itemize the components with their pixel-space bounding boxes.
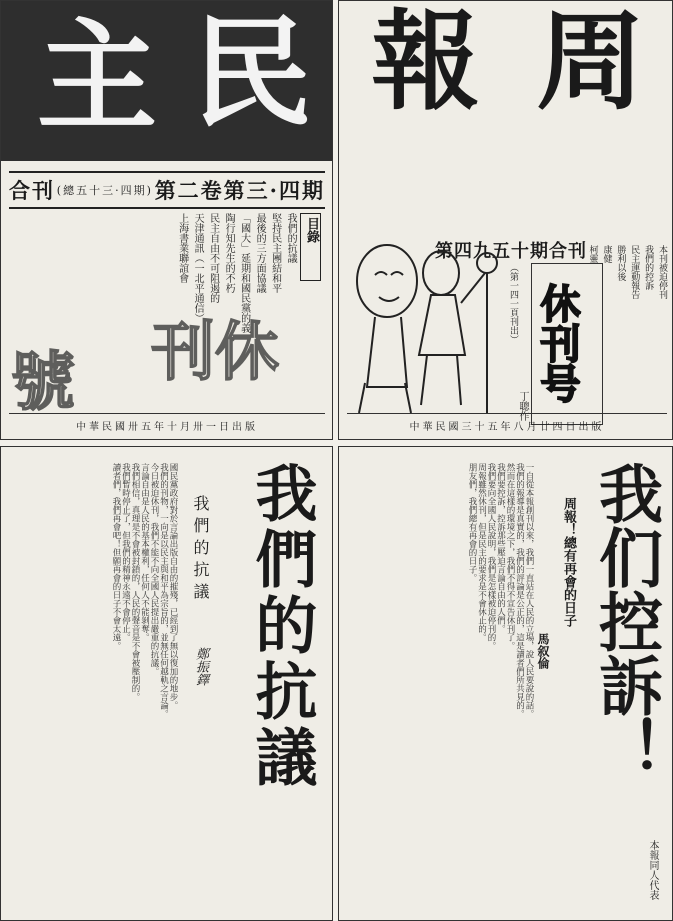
- article-title: 我們的抗議: [245, 461, 318, 791]
- publication-date: 中華民國卅五年十月卅一日出版: [9, 413, 325, 433]
- xiukan-title: 休刊号: [534, 283, 581, 403]
- article-title: 我们控訴！: [588, 461, 663, 781]
- article-body: [347, 463, 533, 908]
- body-column: 然而在這樣的環境之下，我們不得不宣告休刊了。: [505, 463, 515, 650]
- ghost-char: 號: [11, 345, 75, 420]
- toc-heading: 目錄: [300, 213, 321, 281]
- body-column: 我們的報導是真實的，我們的評論是公正的，這是讀者們所共見的。: [514, 463, 525, 718]
- article-subtitle: 周報！總有再會的日子: [561, 497, 576, 627]
- zhoubao-cover: [338, 0, 673, 440]
- toc-item: 堅持民主團結和平: [269, 213, 281, 293]
- body-column: 朋友們，我們總有再會的日子。: [467, 463, 477, 582]
- protest-article: [0, 446, 333, 921]
- masthead-banner: [1, 1, 332, 161]
- contents-item: 本刊被迫停刊: [657, 245, 667, 299]
- article-author: 馬叙倫: [536, 633, 550, 669]
- body-column: 周報雖然休刊，但是民主的要求是不會休止的。: [476, 463, 487, 642]
- contents-item: 我們的控訴: [643, 245, 654, 290]
- body-column: 我們的刊物，一向是以民主與和平為宗旨的，並無任何越軌之言論。: [158, 463, 169, 718]
- toc-item: 最後的三方面協議: [254, 213, 266, 293]
- issue-line: 第四九五十期合刊: [435, 241, 587, 262]
- body-column: 我們暫時停止了，但我們的精神永遠不會停止。: [120, 463, 131, 642]
- masthead-char-left: 主: [17, 13, 158, 133]
- minzhu-cover: [0, 0, 333, 440]
- contents-item: 勝利以後: [615, 245, 626, 281]
- issue-line: [9, 171, 325, 209]
- accusation-article: [338, 446, 673, 921]
- contents-item: 康健: [601, 245, 612, 263]
- toc-item: 上海書業聯誼會: [176, 213, 188, 283]
- article-body: [9, 463, 177, 903]
- issue-sub: (總五十三·四期): [56, 184, 153, 197]
- toc-item: 民主自由不可阻遏的: [207, 213, 219, 303]
- publication-date: 中華民國三十五年八月廿四日出版: [347, 413, 667, 433]
- contents-item: 民主運動報告: [629, 245, 640, 299]
- body-column: 今日被迫休刊，我們不能不向全國人民提出嚴重的抗議。: [149, 463, 159, 676]
- cartoon-caption: 丁聰作: [517, 391, 528, 421]
- body-column: 國民黨政府對於言論出版自由的摧殘，已經到了無以復加的地步。: [168, 463, 178, 710]
- box-note: （第一四一頁刊出）: [508, 263, 518, 344]
- masthead: [343, 0, 673, 125]
- issue-tag: 合刊: [9, 178, 55, 203]
- body-column: 我們要控訴，控訴那些壓迫言論自由的人們。: [495, 463, 506, 633]
- article-author: 鄭振鐸: [193, 647, 208, 686]
- toc-item: 陶行知先生的不朽: [223, 213, 235, 293]
- body-column: 我們要向全國人民說明，我們是怎樣被迫停刊的。: [486, 463, 496, 650]
- masthead-char: 周: [536, 0, 645, 125]
- article-subtitle: 我們的抗議: [191, 495, 210, 605]
- masthead-char-right: 民: [172, 9, 313, 129]
- contents-item: 柯靈: [587, 245, 598, 263]
- body-column: 我們相信，真理是不會被封鎖的，人民的聲音是不會被壓制的。: [130, 463, 140, 701]
- caricature-illustration: [345, 233, 515, 423]
- body-column: 一自從本報創刊以來，我們一直站在人民的立場，說人民要說的話。: [524, 463, 534, 718]
- body-column: 讀者們，我們再會吧！但願再會的日子不會太遠。: [111, 463, 121, 650]
- article-byline: 本報同人代表: [647, 840, 658, 900]
- toc-item: 天津通訊（一北平通信）: [192, 213, 204, 323]
- issue-number: 第二卷第三·四期: [154, 178, 325, 203]
- masthead-char: 報: [371, 0, 480, 125]
- toc-item: 我們的抗議: [285, 213, 297, 263]
- body-column: 言論自由是人民的基本權利，任何人不能剝奪。: [139, 463, 150, 642]
- toc-item: 「國大」延期和國民黨的義: [238, 213, 250, 333]
- ghost-char: 休: [215, 315, 279, 390]
- ghost-char: 刊: [151, 315, 215, 390]
